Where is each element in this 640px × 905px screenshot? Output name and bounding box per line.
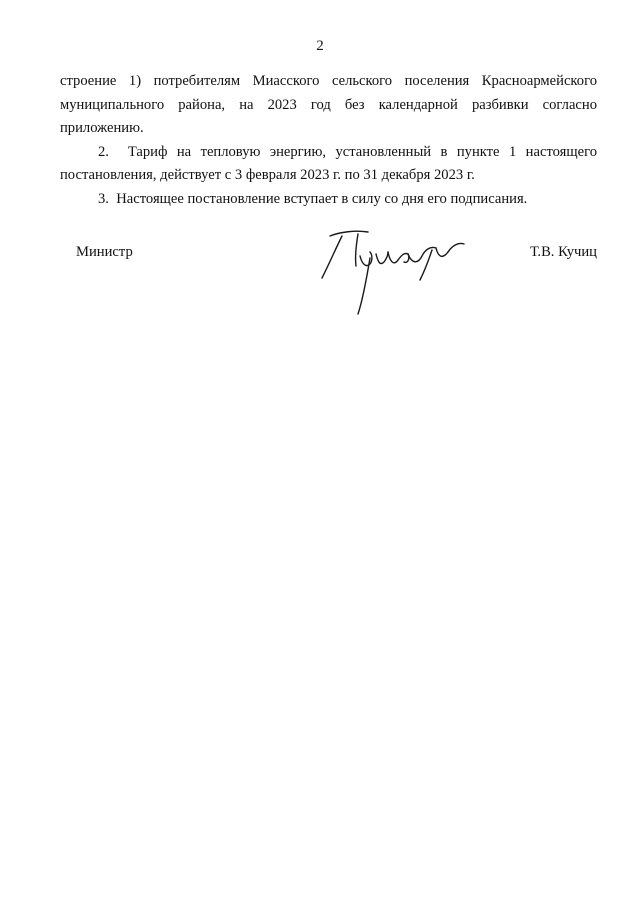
paragraph-item-3: 3. Настоящее постановление вступает в силу со дня его подписания. [98,190,528,207]
signature-block [60,222,597,322]
page-number: 2 [316,38,324,54]
handwritten-signature [300,222,470,322]
signatory-name: Т.В. Кучиц [529,244,597,260]
document-body [60,70,597,211]
paragraph-item-2: 2. Тариф на тепловую энергию, установленный в пункте 1 настоящего постановления, действует с 3 февраля 2023 г. по 31 декабря 2023 г. [60,143,597,183]
signatory-position: Министр [76,244,133,260]
paragraph-continuation: строение 1) потребителям Миасского сельского поселения Красноармейского муниципального района, на 2023 год без календарной разбивки согласно приложению. [60,73,597,136]
